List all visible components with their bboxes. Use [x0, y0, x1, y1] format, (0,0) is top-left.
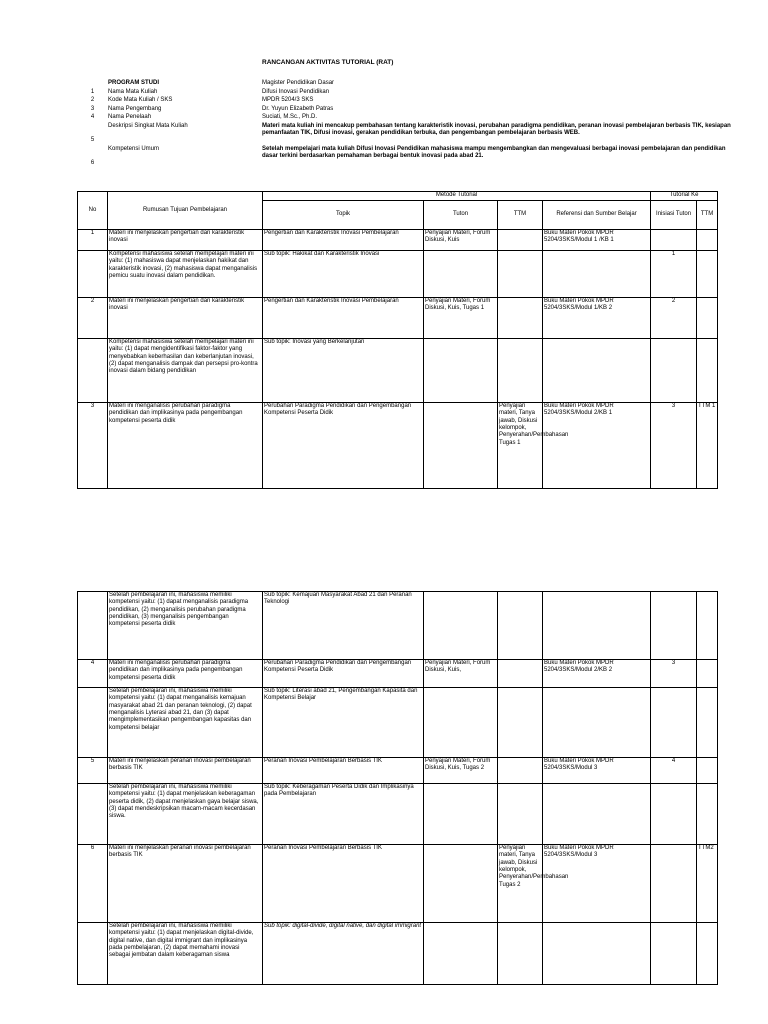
cell-inisiasi	[651, 845, 697, 923]
info-label: PROGRAM STUDI	[108, 80, 159, 86]
document-title: RANCANGAN AKTIVITAS TUTORIAL (RAT)	[262, 59, 394, 66]
cell-tuton	[424, 688, 498, 758]
cell-referensi: Buku Materi Pokok MPDR 5204/3SKS/Modul 1/KB 2	[543, 298, 651, 339]
info-row	[77, 89, 737, 98]
table-row	[78, 339, 718, 403]
cell-ttm	[498, 688, 543, 758]
cell-ttm-tutorial	[697, 923, 718, 985]
cell-no: 1	[78, 230, 108, 251]
cell-topik: Sub topik: Keberagaman Peserta Didik dan Implikasinya pada Pembelajaran	[263, 784, 424, 845]
info-number: 2	[90, 97, 95, 104]
cell-ttm-tutorial	[697, 592, 718, 660]
cell-ttm	[498, 339, 543, 403]
cell-inisiasi: 3	[651, 660, 697, 688]
cell-tuton: Penyajian Materi, Forum Diskusi, Kuis, Tugas 1	[424, 298, 498, 339]
cell-no	[78, 592, 108, 660]
table-row	[78, 592, 718, 660]
table-row	[78, 403, 718, 489]
cell-ttm-tutorial	[697, 660, 718, 688]
cell-ttm-tutorial	[697, 758, 718, 784]
cell-ttm	[498, 660, 543, 688]
info-value: Dr. Yuyun Elizabeth Patras	[262, 105, 334, 112]
cell-topik: Pengertian dan Karakteristik Inovasi Pembelajaran	[263, 298, 424, 339]
cell-no	[78, 339, 108, 403]
cell-tuton	[424, 784, 498, 845]
cell-referensi	[543, 688, 651, 758]
cell-inisiasi	[651, 592, 697, 660]
cell-topik: Sub topik: Literasi abad 21, Pengembangan Kapasita dan Kompetensi Belajar	[263, 688, 424, 758]
info-value: Setelah mempelajari mata kuliah Difusi Inovasi Pendidikan mahasiswa mampu mengembangkan dan mengevaluasi berbagai inovasi pembelajaran dan pendidikan dasar terkini berdasarkan pemahaman berbagai bentuk inovasi pada abad 21.	[262, 145, 726, 160]
header-metode: Metode Tutorial	[263, 192, 651, 201]
cell-ttm-tutorial	[697, 251, 718, 298]
cell-no: 2	[78, 298, 108, 339]
header-rumusan: Rumusan Tujuan Pembelajaran	[108, 192, 263, 230]
cell-ttm-tutorial	[697, 784, 718, 845]
table-row	[78, 758, 718, 784]
info-label: Nama Mata Kuliah	[108, 88, 158, 95]
table-row	[78, 784, 718, 845]
table-row	[78, 688, 718, 758]
cell-no: 4	[78, 660, 108, 688]
cell-referensi: Buku Materi Pokok MPDR 5204/3SKS/Modul 2/KB 1	[543, 403, 651, 489]
cell-topik: Perubahan Paradigma Pendidikan dan Pengembangan Kompetensi Peserta Didik	[263, 660, 424, 688]
cell-rumusan: Setelah pembelajaran ini, mahasiswa memiliki kompetensi yaitu: (1) dapat menganalisis kemajuan masyarakat abad 21 dan peranan teknologi, (2) dapat menganalisis Lyterasi abad 21, dan (3) dapat mengimplementasikan pengembangan kapasitas dan kompetensi belajar	[108, 688, 263, 758]
cell-ttm-tutorial	[697, 230, 718, 251]
cell-referensi	[543, 923, 651, 985]
header-ttm: TTM	[498, 201, 543, 230]
table-row	[78, 230, 718, 251]
info-label: Nama Pengembang	[108, 105, 162, 112]
header-tutorial-ke: Tutorial Ke	[651, 192, 718, 201]
cell-ttm-tutorial: TTM 1	[697, 403, 718, 489]
cell-rumusan: Setelah pembelajaran ini, mahasiswa memiliki kompetensi yaitu: (1) dapat menjelaskan keberagaman peserta didik, (2) dapat menjelaskan gaya belajar siswa, (3) dapat mendeskripsikan macam-macam kecerdasan siswa.	[108, 784, 263, 845]
cell-topik: Peranan Inovasi Pembelajaran Berbasis TIK	[263, 845, 424, 923]
table-row	[78, 251, 718, 298]
info-value: Suciati, M.Sc., Ph.D.	[262, 114, 318, 121]
cell-ttm	[498, 758, 543, 784]
cell-inisiasi: 4	[651, 758, 697, 784]
cell-ttm-tutorial	[697, 298, 718, 339]
cell-no: 6	[78, 845, 108, 923]
info-number: 4	[90, 114, 95, 121]
cell-ttm	[498, 251, 543, 298]
cell-referensi: Buku Materi Pokok MPDR 5204/3SKS/Modul 3	[543, 758, 651, 784]
header-ttm-tutorial: TTM	[697, 201, 718, 230]
cell-no	[78, 923, 108, 985]
cell-no: 5	[78, 758, 108, 784]
info-number: 1	[90, 88, 95, 95]
cell-referensi: Buku Materi Pokok MPDR 5204/3SKS/Modul 2/KB 2	[543, 660, 651, 688]
cell-no	[78, 688, 108, 758]
cell-referensi: Buku Materi Pokok MPDR 5204/3SKS/Modul 1 /KB 1	[543, 230, 651, 251]
cell-ttm	[498, 784, 543, 845]
cell-inisiasi	[651, 339, 697, 403]
cell-ttm-tutorial	[697, 339, 718, 403]
cell-tuton	[424, 845, 498, 923]
cell-rumusan: Materi ini menjelaskan peranan inovasi pembelajaran berbasis TIK	[108, 845, 263, 923]
info-label: Kode Mata Kuliah / SKS	[108, 97, 173, 104]
table-row	[78, 660, 718, 688]
info-row	[77, 160, 737, 169]
header-topik: Topik	[263, 201, 424, 230]
info-row	[77, 106, 737, 115]
cell-rumusan: Materi ini menganalisis perubahan paradigma pendidikan dan implikasinya pada pengembangan kompetensi peserta didik	[108, 660, 263, 688]
cell-referensi	[543, 784, 651, 845]
cell-rumusan: Setelah pembelajaran ini, mahasiswa memiliki kompetensi yaitu: (1) dapat menganalisis paradigma pendidikan, (2) menganalisis perubahan paradigma pendidikan, (3) menganalisis pengembangan kompetensi peserta didik	[108, 592, 263, 660]
cell-tuton	[424, 592, 498, 660]
table-row	[78, 298, 718, 339]
header-tuton: Tuton	[424, 201, 498, 230]
cell-inisiasi	[651, 923, 697, 985]
cell-topik: Perubahan Paradigma Pendidikan dan Pengembangan Kompetensi Peserta Didik	[263, 403, 424, 489]
info-label: Nama Penelaah	[108, 114, 152, 121]
info-row	[77, 97, 737, 106]
course-info	[77, 80, 737, 169]
cell-topik: Sub topik: Hakikat dan Karakteristik Inovasi	[263, 251, 424, 298]
info-row	[77, 114, 737, 123]
info-number: 3	[90, 105, 95, 112]
cell-ttm	[498, 298, 543, 339]
cell-rumusan: Materi ini menjelaskan pengertian dan karakteristik inovasi	[108, 298, 263, 339]
info-row	[77, 123, 737, 137]
cell-ttm	[498, 592, 543, 660]
cell-topik: Pengertian dan Karakteristik Inovasi Pembelajaran	[263, 230, 424, 251]
info-value: Magister Pendidikan Dasar	[262, 80, 335, 86]
info-label: Kompetensi Umum	[108, 145, 160, 152]
header-inisiasi: Inisiasi Tuton	[651, 201, 697, 230]
table-row	[78, 923, 718, 985]
cell-referensi	[543, 592, 651, 660]
cell-rumusan: Materi ini menjelaskan peranan inovasi pembelajaran berbasis TIK	[108, 758, 263, 784]
cell-no: 3	[78, 403, 108, 489]
info-row	[77, 80, 737, 89]
cell-tuton	[424, 403, 498, 489]
cell-rumusan: Materi ini menjelaskan pengertian dan karakteristik inovasi	[108, 230, 263, 251]
cell-ttm: Penyajian materi, Tanya jawab, Diskusi kelompok, Penyerahan/Pembahasan Tugas 1	[498, 403, 543, 489]
cell-rumusan: Kompetensi mahasiswa setelah mempelajari materi ini yaitu: (1) mahasiswa dapat menjelaskan hakikat dan karakteristik inovasi, (2) mahasiswa dapat menganalisis pemicu suatu inovasi dalam pendidikan.	[108, 251, 263, 298]
info-row	[77, 146, 737, 160]
rat-table-page-2	[77, 591, 718, 985]
header-referensi: Referensi dan Sumber Belajar	[543, 201, 651, 230]
info-label: Deskripsi Singkat Mata Kuliah	[108, 122, 188, 129]
cell-ttm	[498, 923, 543, 985]
cell-inisiasi: 2	[651, 298, 697, 339]
cell-topik: Peranan Inovasi Pembelajaran Berbasis TIK	[263, 758, 424, 784]
cell-inisiasi: 1	[651, 251, 697, 298]
cell-ttm: Penyajian materi, Tanya jawab, Diskusi kelompok, Penyerahan/Pembahasan Tugas 2	[498, 845, 543, 923]
cell-ttm-tutorial: TTM2	[697, 845, 718, 923]
cell-topik: Sub topik: Kemajuan Masyarakat Abad 21 dan Peranan Teknologi	[263, 592, 424, 660]
cell-tuton: Penyajian Materi, Forum Diskusi, Kuis	[424, 230, 498, 251]
rat-table-page-1	[77, 191, 718, 489]
table-row	[78, 845, 718, 923]
cell-tuton: Penyajian Materi, Forum Diskusi, Kuis, Tugas 2	[424, 758, 498, 784]
info-value: Materi mata kuliah ini mencakup pembahasan tentang karakteristik inovasi, perubahan paradigma pendidikan, peranan inovasi pembelajaran berbasis TIK, kesiapan pemanfaatan TIK, Difusi inovasi, gerakan pendidikan terbuka, dan pengembangan pembelajaran berbasis WEB.	[262, 122, 731, 137]
cell-no	[78, 784, 108, 845]
info-value: Difusi Inovasi Pendidikan	[262, 88, 330, 95]
cell-rumusan: Setelah pembelajaran ini, mahasiswa memiliki kompetensi yaitu: (1) dapat menjelaskan digital-divide, digital native, dan digital immigrant dan implikasinya pada pembelajaran, (2) dapat memahami inovasi sebagai jembatan dalam keberagaman siswa	[108, 923, 263, 985]
cell-inisiasi: 3	[651, 403, 697, 489]
header-no: No	[78, 192, 108, 230]
cell-rumusan: Materi ini menganalisis perubahan paradigma pendidikan dan implikasinya pada pengembangan kompetensi peserta didik	[108, 403, 263, 489]
cell-rumusan: Kompetensi mahasiswa setelah mempelajari materi ini yaitu: (1) dapat mengidentifikasi faktor-faktor yang menyebabkan keberhasilan dan keberlanjutan inovasi, (2) dapat menganalisis dampak dan persepsi pro-kontra inovasi dalam bidang pendidikan	[108, 339, 263, 403]
cell-inisiasi	[651, 688, 697, 758]
info-number: 6	[90, 160, 95, 167]
cell-ttm-tutorial	[697, 688, 718, 758]
cell-tuton	[424, 251, 498, 298]
cell-ttm	[498, 230, 543, 251]
info-value: MPDR 5204/3 SKS	[262, 97, 314, 104]
cell-topik: Sub topik: digital-divide, digital native, dan digital immigrant	[263, 923, 424, 985]
cell-no	[78, 251, 108, 298]
cell-referensi: Buku Materi Pokok MPDR 5204/3SKS/Modul 3	[543, 845, 651, 923]
cell-referensi	[543, 251, 651, 298]
cell-inisiasi	[651, 784, 697, 845]
cell-tuton: Penyajian Materi, Forum Diskusi, Kuis,	[424, 660, 498, 688]
cell-tuton	[424, 339, 498, 403]
cell-topik: Sub topik: Inovasi yang Berkelanjutan	[263, 339, 424, 403]
cell-inisiasi	[651, 230, 697, 251]
cell-tuton	[424, 923, 498, 985]
cell-referensi	[543, 339, 651, 403]
info-number: 5	[90, 137, 95, 144]
info-row	[77, 137, 737, 146]
